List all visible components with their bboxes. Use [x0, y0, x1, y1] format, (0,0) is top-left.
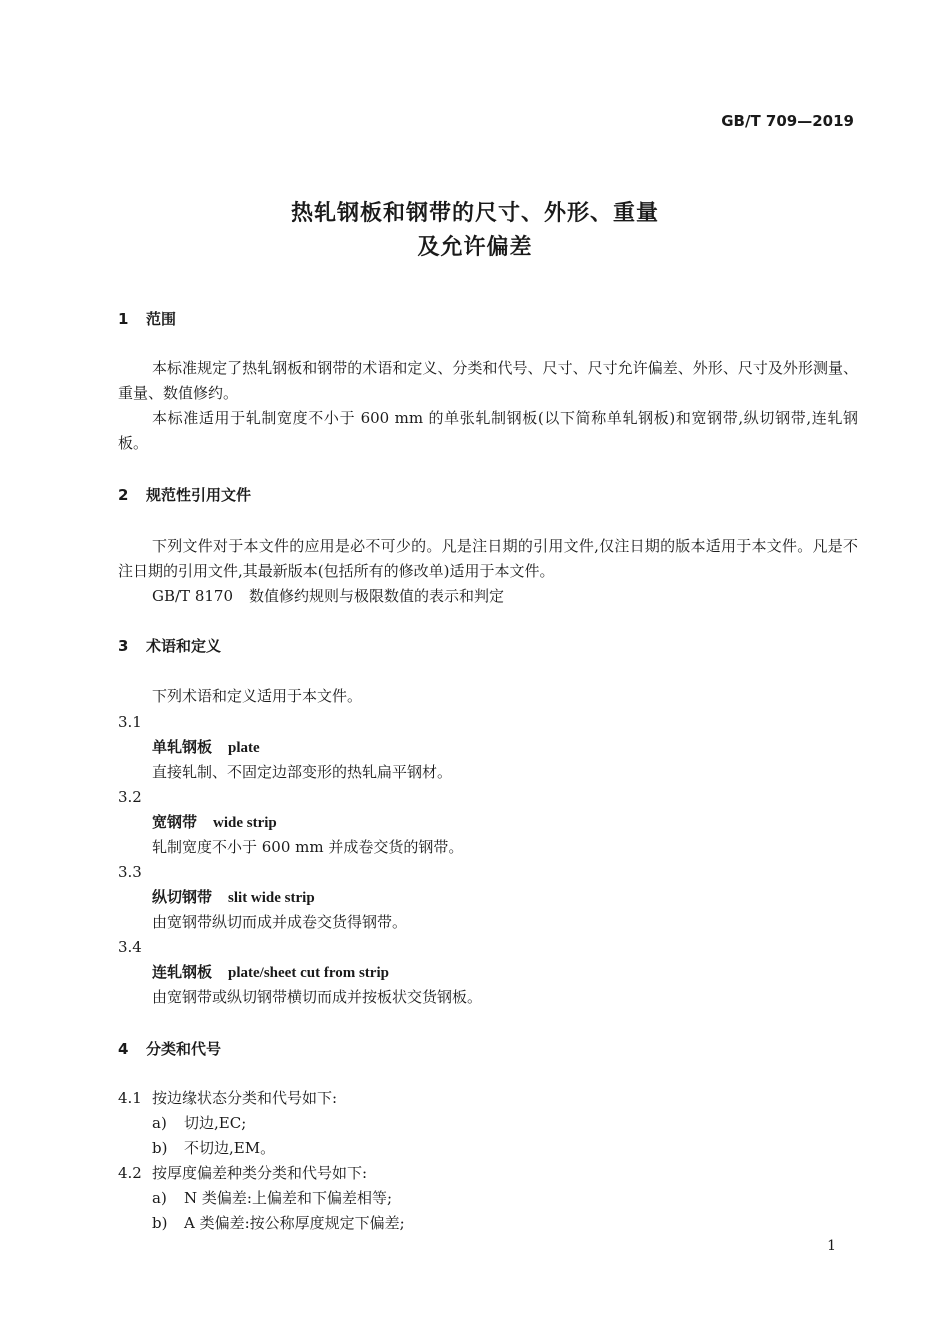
term-english: wide strip: [213, 815, 277, 831]
term-definition: 直接轧制、不固定边部变形的热轧扁平钢材。: [152, 763, 453, 781]
term-entry: [152, 737, 260, 758]
section-number: 2: [118, 486, 129, 504]
list-item: [152, 1113, 246, 1133]
term-english: slit wide strip: [228, 890, 315, 906]
standard-number: GB/T 709—2019: [721, 112, 854, 130]
term-chinese: 单轧钢板: [152, 738, 213, 756]
list-label: a): [152, 1189, 167, 1207]
list-text: 不切边,EM。: [184, 1139, 276, 1157]
document-title-line1: 热轧钢板和钢带的尺寸、外形、重量: [290, 201, 659, 226]
normative-reference: [152, 586, 504, 606]
section-heading-4: [118, 1039, 221, 1059]
term-chinese: 纵切钢带: [152, 888, 213, 906]
list-item: [152, 1138, 275, 1158]
term-definition: 由宽钢带纵切而成并成卷交货得钢带。: [152, 913, 408, 931]
term-chinese: 连轧钢板: [152, 963, 213, 981]
list-label: b): [152, 1214, 168, 1232]
section-title: 术语和定义: [146, 637, 222, 655]
clause-item: [118, 1088, 337, 1108]
clause-number: 4.2: [118, 1164, 142, 1182]
term-number: 3.3: [118, 863, 142, 881]
document-title-line2: 及允许偏差: [417, 235, 533, 260]
page-number: 1: [827, 1238, 836, 1254]
term-entry: [152, 887, 315, 908]
term-number: 3.2: [118, 788, 142, 806]
paragraph: 本标准适用于轧制宽度不小于 600 mm 的单张轧制钢板(以下简称单轧钢板)和宽钢带,纵切钢带,连轧钢板。: [118, 409, 858, 452]
term-number: 3.1: [118, 713, 142, 731]
section-number: 4: [118, 1040, 129, 1058]
reference-title: 数值修约规则与极限数值的表示和判定: [249, 587, 505, 605]
clause-text: 按厚度偏差种类分类和代号如下:: [152, 1164, 368, 1182]
section-number: 3: [118, 637, 129, 655]
term-entry: [152, 812, 277, 833]
section-heading-2: [118, 485, 251, 505]
list-text: N 类偏差:上偏差和下偏差相等;: [184, 1189, 393, 1207]
clause-number: 4.1: [118, 1089, 142, 1107]
term-number: 3.4: [118, 938, 142, 956]
section-number: 1: [118, 310, 129, 328]
list-label: a): [152, 1114, 167, 1132]
section-title: 分类和代号: [146, 1040, 222, 1058]
clause-item: [118, 1163, 367, 1183]
paragraph: 下列术语和定义适用于本文件。: [152, 687, 363, 705]
list-text: 切边,EC;: [184, 1114, 247, 1132]
term-entry: [152, 962, 389, 983]
list-item: [152, 1188, 392, 1208]
paragraph: 本标准规定了热轧钢板和钢带的术语和定义、分类和代号、尺寸、尺寸允许偏差、外形、尺寸及外形测量、重量、数值修约。: [118, 359, 858, 402]
section-heading-1: [118, 309, 176, 329]
term-definition: 由宽钢带或纵切钢带横切而成并按板状交货钢板。: [152, 988, 483, 1006]
list-item: [152, 1213, 405, 1233]
term-chinese: 宽钢带: [152, 813, 198, 831]
paragraph: 下列文件对于本文件的应用是必不可少的。凡是注日期的引用文件,仅注日期的版本适用于本文件。凡是不注日期的引用文件,其最新版本(包括所有的修改单)适用于本文件。: [118, 537, 858, 580]
list-label: b): [152, 1139, 168, 1157]
term-definition: 轧制宽度不小于 600 mm 并成卷交货的钢带。: [152, 838, 464, 856]
clause-text: 按边缘状态分类和代号如下:: [152, 1089, 338, 1107]
reference-code: GB/T 8170: [152, 587, 234, 605]
term-english: plate/sheet cut from strip: [228, 965, 389, 981]
section-title: 范围: [146, 310, 177, 328]
list-text: A 类偏差:按公称厚度规定下偏差;: [184, 1214, 405, 1232]
term-english: plate: [228, 740, 260, 756]
section-heading-3: [118, 636, 221, 656]
section-title: 规范性引用文件: [146, 486, 252, 504]
